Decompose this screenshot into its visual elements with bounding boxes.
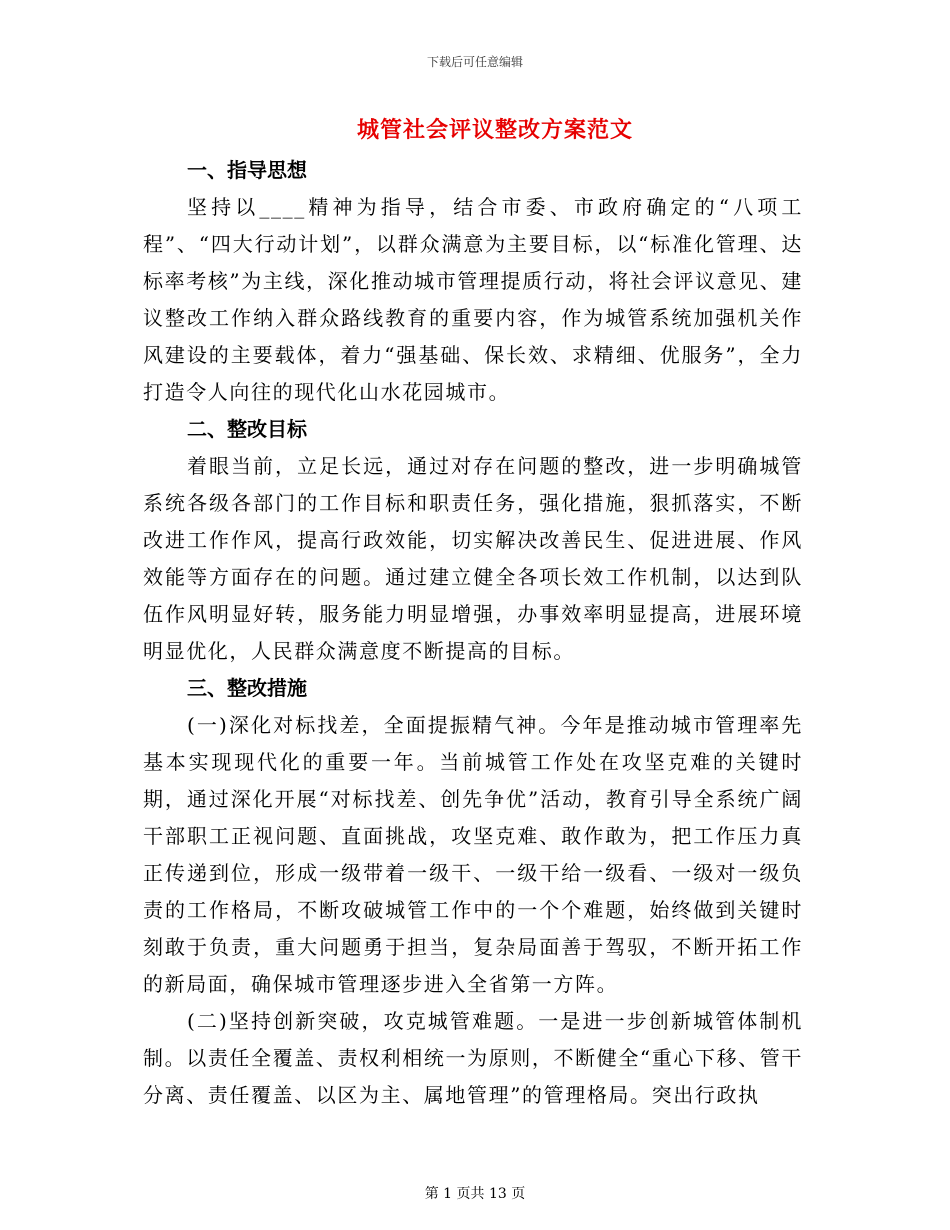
- paragraph: 着眼当前，立足长远，通过对存在问题的整改，进一步明确城管系统各级各部门的工作目标和职责任务，强化措施，狠抓落实，不断改进工作作风，提高行政效能，切实解决改善民生、促进进展、作风效能等方面存在的问题。通过建立健全各项长效工作机制，以达到队伍作风明显好转，服务能力明显增强，办事效率明显提高，进展环境明显优化，人民群众满意度不断提高的目标。: [143, 454, 803, 663]
- page-number: 第 1 页共 13 页: [424, 1186, 526, 1202]
- section-rectification-measures: [143, 670, 803, 1114]
- paragraph: 坚持以____精神为指导，结合市委、市政府确定的“八项工程”、“四大行动计划”，以群众满意为主要目标，以“标准化管理、达标率考核”为主线，深化推动城市管理提质行动，将社会评议意见、建议整改工作纳入群众路线教育的重要内容，作为城管系统加强机关作风建设的主要载体，着力“强基础、保长效、求精细、优服务”，全力打造令人向往的现代化山水花园城市。: [143, 195, 803, 404]
- section-rectification-goals: [143, 411, 803, 670]
- section-guiding-ideology: [143, 152, 803, 411]
- document-body: [143, 152, 803, 1114]
- document-title: 城管社会评议整改方案范文: [356, 117, 633, 143]
- section-heading: 二、整改目标: [187, 417, 307, 441]
- section-heading: 三、整改措施: [187, 676, 307, 700]
- paragraph: (二)坚持创新突破，攻克城管难题。一是进一步创新城管体制机制。以责任全覆盖、责权利相统一为原则，不断健全“重心下移、管干分离、责任覆盖、以区为主、属地管理”的管理格局。突出行政执: [143, 1009, 803, 1107]
- section-heading: 一、指导思想: [187, 158, 307, 182]
- header-note: 下载后可任意编辑: [426, 55, 523, 69]
- paragraph: (一)深化对标找差，全面提振精气神。今年是推动城市管理率先基本实现现代化的重要一年。当前城管工作处在攻坚克难的关键时期，通过深化开展“对标找差、创先争优”活动，教育引导全系统广阔干部职工正视问题、直面挑战，攻坚克难、敢作敢为，把工作压力真正传递到位，形成一级带着一级干、一级干给一级看、一级对一级负责的工作格局，不断攻破城管工作中的一个个难题，始终做到关键时刻敢于负责，重大问题勇于担当，复杂局面善于驾驭，不断开拓工作的新局面，确保城市管理逐步进入全省第一方阵。: [143, 713, 803, 996]
